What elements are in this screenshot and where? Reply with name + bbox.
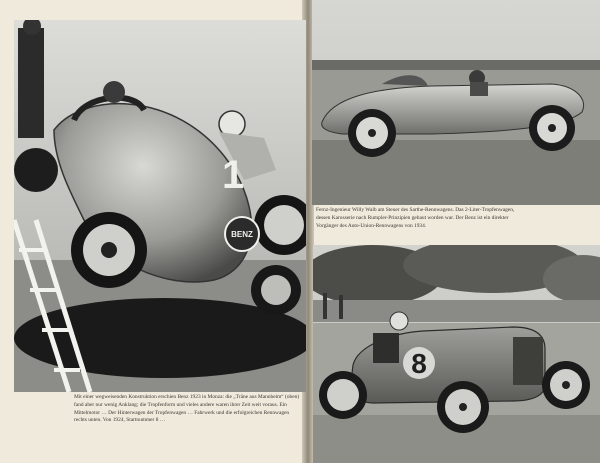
caption-right-top: Fernz-Ingenieur Willy Walb am Steuer des Sarthe-Rennwagens. Das 2-Liter-Tropfenwagen, dessen Karosserie nach Rumpler-Prinzipien gebaut worden war. Der Benz ist ein direkter Vorgänger des Auto-Union-Rennwagens von 1934.	[316, 207, 515, 229]
race-number-8: 8	[411, 348, 427, 379]
teardrop-car-side-photo	[312, 0, 600, 205]
race-number-1: 1	[222, 153, 245, 197]
teardrop-car-closeup-photo	[14, 20, 306, 392]
caption-left: Mit einer wegweisenden Konstruktion erschien Benz 1923 in Monza: die „Träne aus Mannheim“ (oben) fand aber nur wenig Anklang; die Tropfenform und vieles andere waren ihrer Zeit weit voraus. Ein Mittelmotor … Der Hinterwagen der Tropfenwagen … Fahrwerk und die erfolgreichen Rennwagen rechts unten. Von 1924, Startnummer 8 …	[74, 394, 300, 424]
benz-emblem: BENZ	[231, 230, 253, 239]
race-car-number-8-photo	[313, 245, 600, 463]
